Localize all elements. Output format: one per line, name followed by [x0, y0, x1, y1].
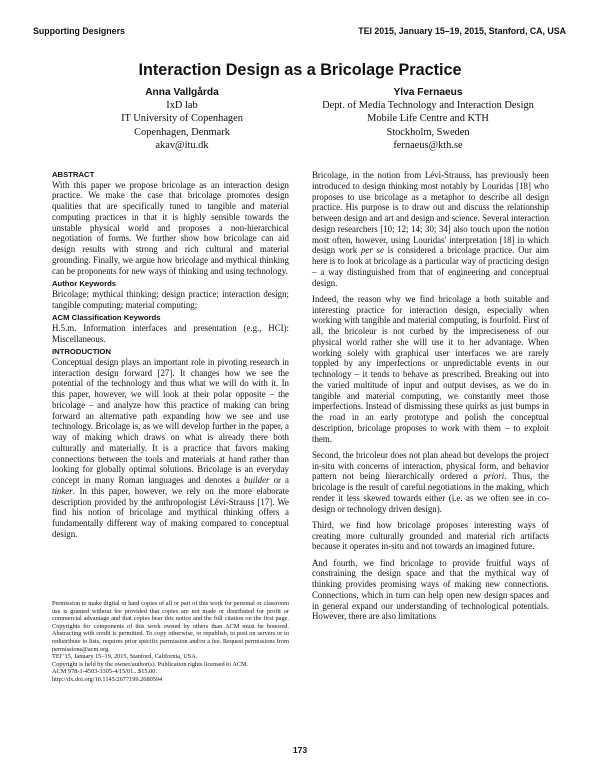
author-affiliation: IT University of Copenhagen — [121, 113, 243, 125]
header-venue: TEI 2015, January 15–19, 2015, Stanford, CA, USA — [358, 26, 566, 36]
author-name: Anna Vallgårda — [145, 87, 219, 98]
author-block-2 — [292, 86, 564, 152]
body-paragraph: Bricolage, in the notion from Lévi-Strauss, has previously been introduced to design thinking most notably by Louridas [18] who proposes to use bricolage as a metaphor to describe all design practice. His purpose is to draw out and discuss the relationship between design and art and design and science. Several interaction design researchers [10; 12; 14; 30; 34] also touch upon the notion most often, however, using Louridas' interpretation [18] in which design work per se is considered a bricolage practice. Our aim here is to look at bricolage as a particular way of practicing design – a way distinguished from that of engineering and conceptual design. — [312, 170, 549, 288]
paper-title: Interaction Design as a Bricolage Practice — [138, 61, 462, 79]
permission-text: Permission to make digital or hard copies of all or part of this work for personal or classroom use is granted without fee provided that copies are not made or distributed for profit or commercial advantage and that copies bear this notice and the full citation on the first page. Copyrights for components of this work owned by others than ACM must be honored. Abstracting with credit is permitted. To copy otherwise, or republish, to post on servers or to redistribute to lists, requires prior specific permission and/or a fee. Request permissions from permissions@acm.org. — [52, 600, 289, 653]
author-affiliation: Mobile Life Centre and KTH — [367, 113, 489, 125]
acm-text: H.5.m. Information interfaces and presentation (e.g., HCI): Miscellaneous. — [52, 322, 289, 344]
body-paragraph: Indeed, the reason why we find bricolage a both suitable and interesting practice for interaction design, especially when working with tangible and material computing, is fourfold. First of all, the bricoleur is not curbed by the impreciseness of our physical world rather she will use it to her advantage. When working solely with graphical user interfaces we are rarely toppled by any imperfections or unpredictable events in our technology – it tends to behave as prescribed. Breaking out into the varied multitude of input and output devises, as we do in tangible and material computing, we constantly meet those imperfections. Instead of dismissing these quirks as just bumps in the road in an early prototype and polish the conceptual description, bricolage proposes to work with them – to exploit them. — [312, 293, 549, 444]
author-affiliation: Stockholm, Sweden — [386, 126, 470, 138]
author-block-1 — [52, 86, 312, 152]
abstract-text: With this paper we propose bricolage as an interaction design practice. We make the case that bricolage promotes design qualities that are specifically tuned to tangible and material computing practices in that it is highly sensible towards the unstable physical world and proposes a non-hierarchical negotiation of forms. We further show how bricolage can aid design results with strong and rich cultural and material grounding. Finally, we argue how bricolage and mythical thinking can be proponents for new ways of thinking and using technology. — [52, 179, 289, 276]
author-affiliation: IxD lab — [166, 100, 198, 112]
body-paragraph: Second, the bricoleur does not plan ahead but develops the project in-situ with concerns of interaction, physical form, and behavior pattern not being hierarchically ordered a priori. Thus, the bricolage is the result of careful negotiations in the making, which render it less skewed towards either (i.e. as we often see in co-design or technology driven design). — [312, 449, 549, 514]
author-affiliation: Dept. of Media Technology and Interaction Design — [322, 100, 534, 112]
body-paragraph: Third, we find how bricolage proposes interesting ways of creating more culturally grounded and material rich artifacts because it operates in-situ and not towards an imagined future. — [312, 519, 549, 552]
keywords-heading: Author Keywords — [52, 279, 117, 289]
copyright-line: Copyright is held by the owner/author(s). Publication rights licensed to ACM. — [52, 660, 249, 668]
author-email: fernaeus@kth.se — [393, 139, 463, 151]
doi-link[interactable]: http://dx.doi.org/10.1145/2677199.2680594 — [52, 675, 163, 683]
left-column — [52, 170, 289, 545]
abstract-heading: ABSTRACT — [52, 170, 95, 179]
acm-heading: ACM Classification Keywords — [52, 313, 161, 323]
author-name: Ylva Fernaeus — [393, 87, 463, 98]
header-track: Supporting Designers — [33, 26, 125, 36]
page-number: 173 — [292, 745, 308, 755]
body-paragraph: And fourth, we find bricolage to provide fruitful ways of constraining the design space and that the mythical way of thinking provides promising ways of making new connections. Connections, which in turn can help open new design spaces and in general expand our understanding of technological potentials. However, there are also limitations — [312, 557, 549, 622]
author-affiliation: Copenhagen, Denmark — [134, 126, 230, 138]
isbn-line: ACM 978-1-4503-3305-4/15/01...$15.00. — [52, 668, 157, 676]
running-header — [33, 26, 566, 38]
right-column — [312, 170, 549, 628]
permission-notice — [52, 600, 289, 684]
introduction-paragraph: Conceptual design plays an important role in pivoting research in interaction design forward [27]. It changes how we see the potential of the technology and thus what we will do with it. In this paper, however, we will look at their polar opposite – the bricolage – and analyze how this practice of making can bring forward an alternative path expanding how we see and use technology. Bricolage is, as we will develop further in the paper, a way of making which draws on what is already there both culturally and materially. It is a practice that favors making connections between the tools and materials at hand rather than looking for globally optimal solutions. Bricolage is an everyday concept in many Roman languages and denotes a builder or a tinker. In this paper, however, we rely on the more elaborate description provided by the anthropologist Lévi-Strauss [17]. We find his notion of bricolage and mythical thinking offers a fundamentally different way of making compared to conceptual design. — [52, 356, 289, 539]
keywords-text: Bricolage; mythical thinking; design practice; interaction design; tangible computing; material computing; — [52, 288, 289, 310]
introduction-heading: INTRODUCTION — [52, 347, 111, 357]
author-email: akav@itu.dk — [155, 139, 209, 151]
conference-line: TEI '15, January 15–19, 2015, Stanford, California, USA. — [52, 653, 198, 661]
